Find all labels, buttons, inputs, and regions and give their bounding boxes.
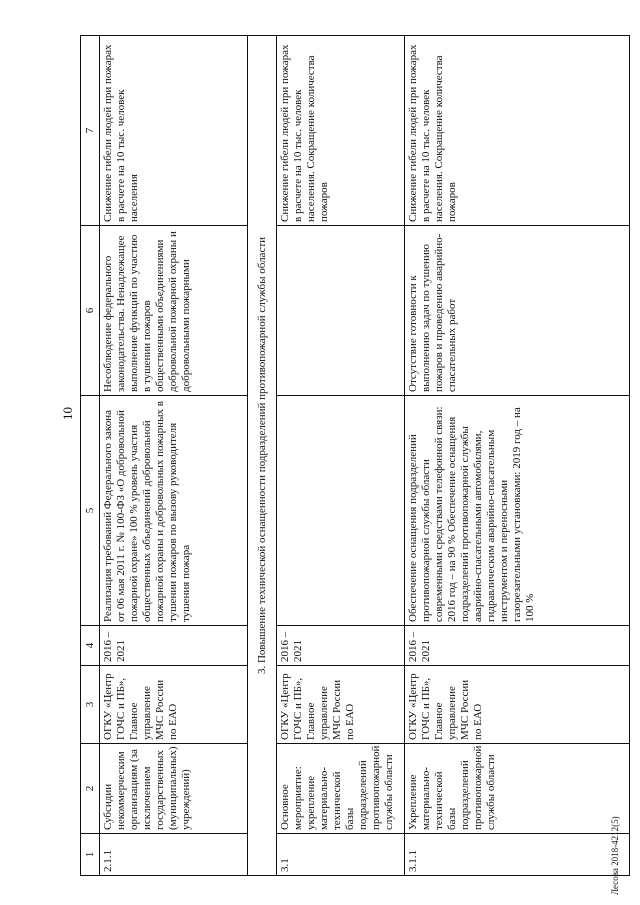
column-header: 5 <box>81 396 100 626</box>
section-title: 3. Повышение технической оснащенности подразделений противопожарной службы области <box>248 36 277 876</box>
row-number: 2.1.1 <box>100 834 248 876</box>
table-row <box>100 36 248 876</box>
measure-name: Укрепление материально-технической базы подразделений противопожарной службы области <box>405 744 630 834</box>
column-header: 1 <box>81 834 100 876</box>
expected-result: Реализация требований Федерального закона от 06 мая 2011 г. № 100-ФЗ «О добровольной пожарной охране» 100 % уровень участия общественных объединений добровольной пожарной охраны и добровольных пожарных в тушении пожаров по вызову руководителя тушения пожара <box>100 396 248 626</box>
executor: ОГКУ «Центр ГОЧС и ПБ», Главное управление МЧС России по ЕАО <box>277 666 405 744</box>
column-header: 2 <box>81 744 100 834</box>
document-reference: Лесова 2018-4212(5) <box>610 816 620 895</box>
measures-table <box>80 35 630 876</box>
consequences: Отсутствие готовности к выполнению задач по тушению пожаров и проведению аварийно-спасательных работ <box>405 226 630 396</box>
measure-name: Основное мероприятие: укрепление материально-технической базы подразделений противопожарной службы области <box>277 744 405 834</box>
period: 2016 – 2021 <box>277 626 405 666</box>
consequences <box>277 226 405 396</box>
column-header: 3 <box>81 666 100 744</box>
period: 2016 – 2021 <box>100 626 248 666</box>
period: 2016 – 2021 <box>405 626 630 666</box>
column-header: 7 <box>81 36 100 226</box>
row-number: 3.1 <box>277 834 405 876</box>
indicator-link: Снижение гибели людей при пожарах в расчете на 10 тыс. человек населения <box>100 36 248 226</box>
expected-result <box>277 396 405 626</box>
table-row <box>405 36 630 876</box>
table-wrapper <box>80 36 630 876</box>
row-number: 3.1.1 <box>405 834 630 876</box>
column-header: 6 <box>81 226 100 396</box>
measure-name: Субсидии некоммерческим организациям (за исключением государственных (муниципальных) учреждений) <box>100 744 248 834</box>
indicator-link: Снижение гибели людей при пожарах в расчете на 10 тыс. человек населения. Сокращение количества пожаров <box>277 36 405 226</box>
indicator-link: Снижение гибели людей при пожарах в расчете на 10 тыс. человек населения. Сокращение количества пожаров <box>405 36 630 226</box>
executor: ОГКУ «Центр ГОЧС и ПБ», Главное управление МЧС России по ЕАО <box>405 666 630 744</box>
page-number: 10 <box>60 407 75 420</box>
executor: ОГКУ «Центр ГОЧС и ПБ», Главное управление МЧС России по ЕАО <box>100 666 248 744</box>
section-row <box>248 36 277 876</box>
column-header: 4 <box>81 626 100 666</box>
column-header-row <box>81 36 100 876</box>
expected-result: Обеспечение оснащения подразделений противопожарной службы области современными средствами телефонной связи: 2016 год – на 90 % Обеспечение оснащения подразделений противопожарной службы аварийно-спасательными автомобилями, гидравлическим аварийно-спасательным инструментом и переносными газорезательными установками: 2019 год – на 100 % <box>405 396 630 626</box>
consequences: Несоблюдение федерального законодательства. Ненадлежащее выполнение функций по участию в тушении пожаров общественными объединениями добровольной пожарной охраны и добровольными пожарными <box>100 226 248 396</box>
table-row <box>277 36 405 876</box>
